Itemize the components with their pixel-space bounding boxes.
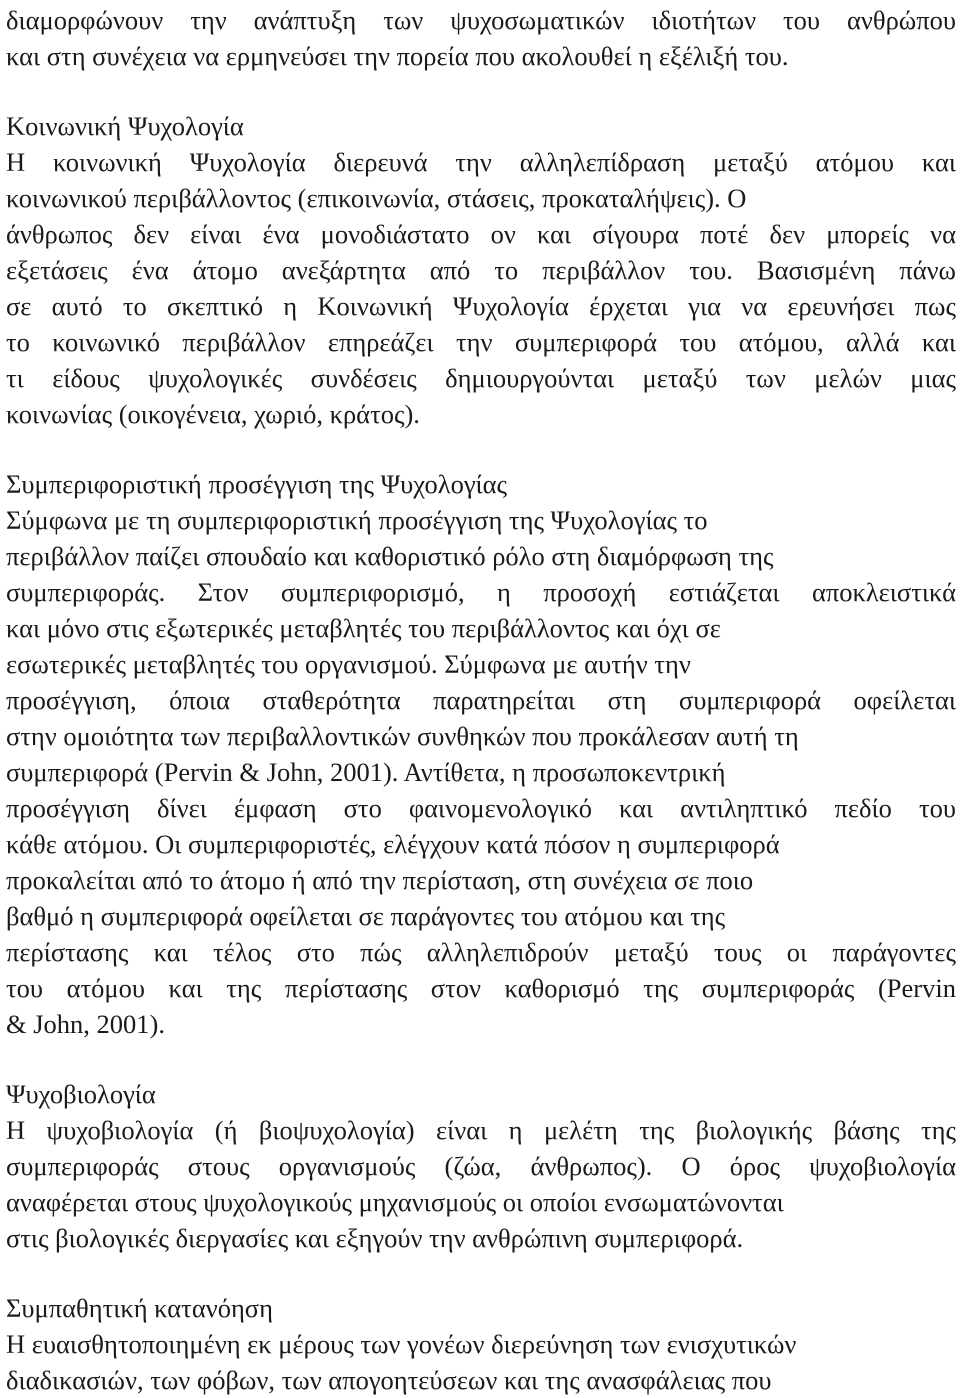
paragraph-line: προκαλείται από το άτομο ή από την περίσταση, στη συνέχεια σε ποιο [6,865,754,895]
paragraph-line: εσωτερικές μεταβλητές του οργανισμού. Σύμφωνα με αυτήν την [6,649,691,679]
paragraph-line: και στη συνέχεια να ερμηνεύσει την πορεία που ακολουθεί η εξέλιξή του. [6,41,789,71]
intro-paragraph [6,2,956,74]
spacer [6,432,956,466]
section-psychobiology [6,1076,956,1256]
paragraph-line: συμπεριφοράς. Στον συμπεριφορισμό, η προσοχή εστιάζεται αποκλειστικά [6,577,956,607]
paragraph-line: περίστασης και τέλος στο πώς αλληλεπιδρούν μεταξύ τους οι παράγοντες [6,937,956,967]
paragraph-line: συμπεριφορά (Pervin & John, 2001). Αντίθετα, η προσωποκεντρική [6,757,726,787]
paragraph-line: στην ομοιότητα των περιβαλλοντικών συνθηκών που προκάλεσαν αυτή τη [6,721,799,751]
paragraph-line: και μόνο στις εξωτερικές μεταβλητές του περιβάλλοντος και όχι σε [6,613,721,643]
document-page [6,0,956,1398]
section-behaviorism [6,466,956,1042]
paragraph-line: διαμορφώνουν την ανάπτυξη των ψυχοσωματικών ιδιοτήτων του ανθρώπου [6,5,956,35]
paragraph-line: τι είδους ψυχολογικές συνδέσεις δημιουργούνται μεταξύ των μελών μιας [6,363,956,393]
paragraph-line: Η ψυχοβιολογία (ή βιοψυχολογία) είναι η μελέτη της βιολογικής βάσης της [6,1115,956,1145]
section-empathic-understanding [6,1290,956,1398]
section-social-psychology [6,108,956,432]
spacer [6,1256,956,1290]
paragraph-line: εξετάσεις ένα άτομο ανεξάρτητα από το περιβάλλον του. Βασισμένη πάνω [6,255,956,285]
paragraph-line: Η ευαισθητοποιημένη εκ μέρους των γονέων διερεύνηση των ενισχυτικών [6,1329,797,1359]
section-heading: Ψυχοβιολογία [6,1079,156,1109]
paragraph-line: περιβάλλον παίζει σπουδαίο και καθοριστικό ρόλο στη διαμόρφωση της [6,541,774,571]
paragraph-line: προσέγγιση, όποια σταθερότητα παρατηρείται στη συμπεριφορά οφείλεται [6,685,956,715]
paragraph-line: το κοινωνικό περιβάλλον επηρεάζει την συμπεριφορά του ατόμου, αλλά και [6,327,956,357]
section-heading: Συμπεριφοριστική προσέγγιση της Ψυχολογίας [6,469,508,499]
paragraph-line: προσέγγιση δίνει έμφαση στο φαινομενολογικό και αντιληπτικό πεδίο του [6,793,956,823]
paragraph-line: σε αυτό το σκεπτικό η Κοινωνική Ψυχολογία έρχεται για να ερευνήσει πως [6,291,956,321]
paragraph-line: συμπεριφοράς στους οργανισμούς (ζώα, άνθρωπος). Ο όρος ψυχοβιολογία [6,1151,956,1181]
section-heading: Συμπαθητική κατανόηση [6,1293,273,1323]
section-heading: Κοινωνική Ψυχολογία [6,111,244,141]
paragraph-line: στις βιολογικές διεργασίες και εξηγούν την ανθρώπινη συμπεριφορά. [6,1223,744,1253]
paragraph-line: κάθε ατόμου. Οι συμπεριφοριστές, ελέγχουν κατά πόσον η συμπεριφορά [6,829,780,859]
paragraph-line: του ατόμου και της περίστασης στον καθορισμό της συμπεριφοράς (Pervin [6,973,956,1003]
paragraph-line: αναφέρεται στους ψυχολογικούς μηχανισμούς οι οποίοι ενσωματώνονται [6,1187,784,1217]
paragraph-line: διαδικασιών, των φόβων, των απογοητεύσεων και της ανασφάλειας που [6,1365,772,1395]
spacer [6,1042,956,1076]
paragraph-line: κοινωνίας (οικογένεια, χωριό, κράτος). [6,399,420,429]
paragraph-line: Η κοινωνική Ψυχολογία διερευνά την αλληλεπίδραση μεταξύ ατόμου και [6,147,956,177]
paragraph-line: βαθμό η συμπεριφορά οφείλεται σε παράγοντες του ατόμου και της [6,901,726,931]
paragraph-line: Σύμφωνα με τη συμπεριφοριστική προσέγγιση της Ψυχολογίας το [6,505,708,535]
paragraph-line: κοινωνικού περιβάλλοντος (επικοινωνία, στάσεις, προκαταλήψεις). Ο [6,183,747,213]
spacer [6,74,956,108]
paragraph-line: & John, 2001). [6,1009,165,1039]
paragraph-line: άνθρωπος δεν είναι ένα μονοδιάστατο ον και σίγουρα ποτέ δεν μπορείς να [6,219,956,249]
